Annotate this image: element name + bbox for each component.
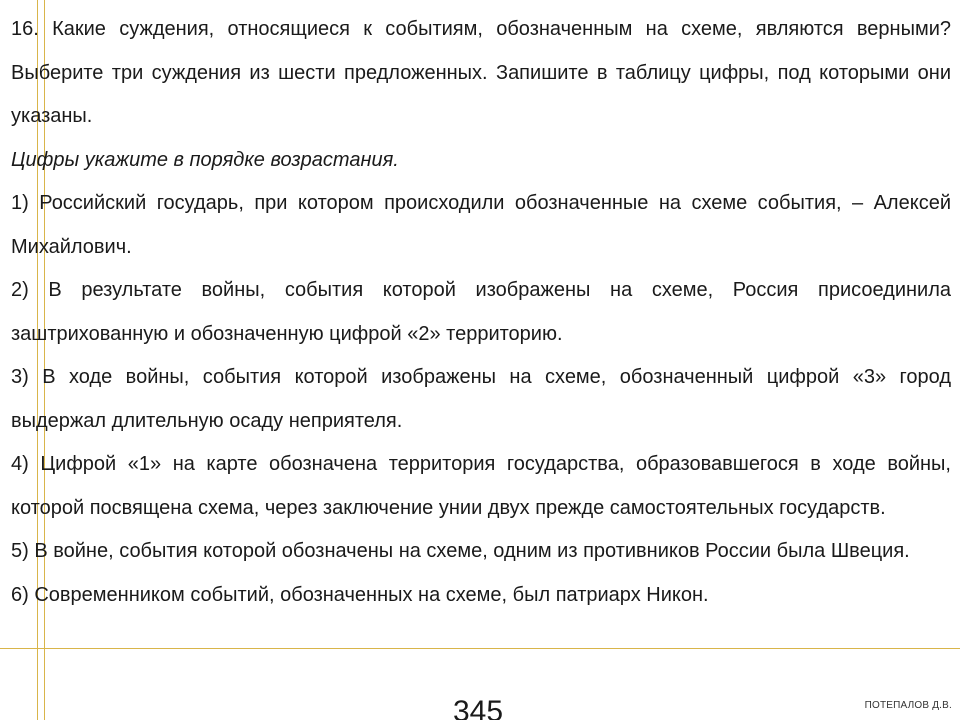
option-3: 3) В ходе войны, события которой изображены на схеме, обозначенный цифрой «3» город выдержал длительную осаду неприятеля.: [11, 366, 951, 432]
page-number: 345: [453, 695, 504, 720]
question-block: [11, 8, 951, 617]
option-6: 6) Современником событий, обозначенных на схеме, был патриарх Никон.: [11, 583, 709, 606]
option-1: 1) Российский государь, при котором происходили обозначенные на схеме события, – Алексей Михайлович.: [11, 192, 951, 258]
question-instruction: Цифры укажите в порядке возрастания.: [11, 148, 399, 171]
option-4: 4) Цифрой «1» на карте обозначена территория государства, образовавшегося в ходе войны, которой посвящена схема, через заключение унии двух прежде самостоятельных государств.: [11, 453, 951, 519]
option-5: 5) В войне, события которой обозначены на схеме, одним из противников России была Швеция.: [11, 540, 910, 562]
decorative-horizontal-line: [0, 648, 960, 649]
author-credit: ПОТЕПАЛОВ Д.В.: [864, 700, 952, 711]
option-2: 2) В результате войны, события которой изображены на схеме, Россия присоединила заштрихованную и обозначенную цифрой «2» территорию.: [11, 279, 951, 345]
question-intro: 16. Какие суждения, относящиеся к событиям, обозначенным на схеме, являются верными? Выберите три суждения из шести предложенных. Запишите в таблицу цифры, под которыми они указаны.: [11, 18, 951, 127]
